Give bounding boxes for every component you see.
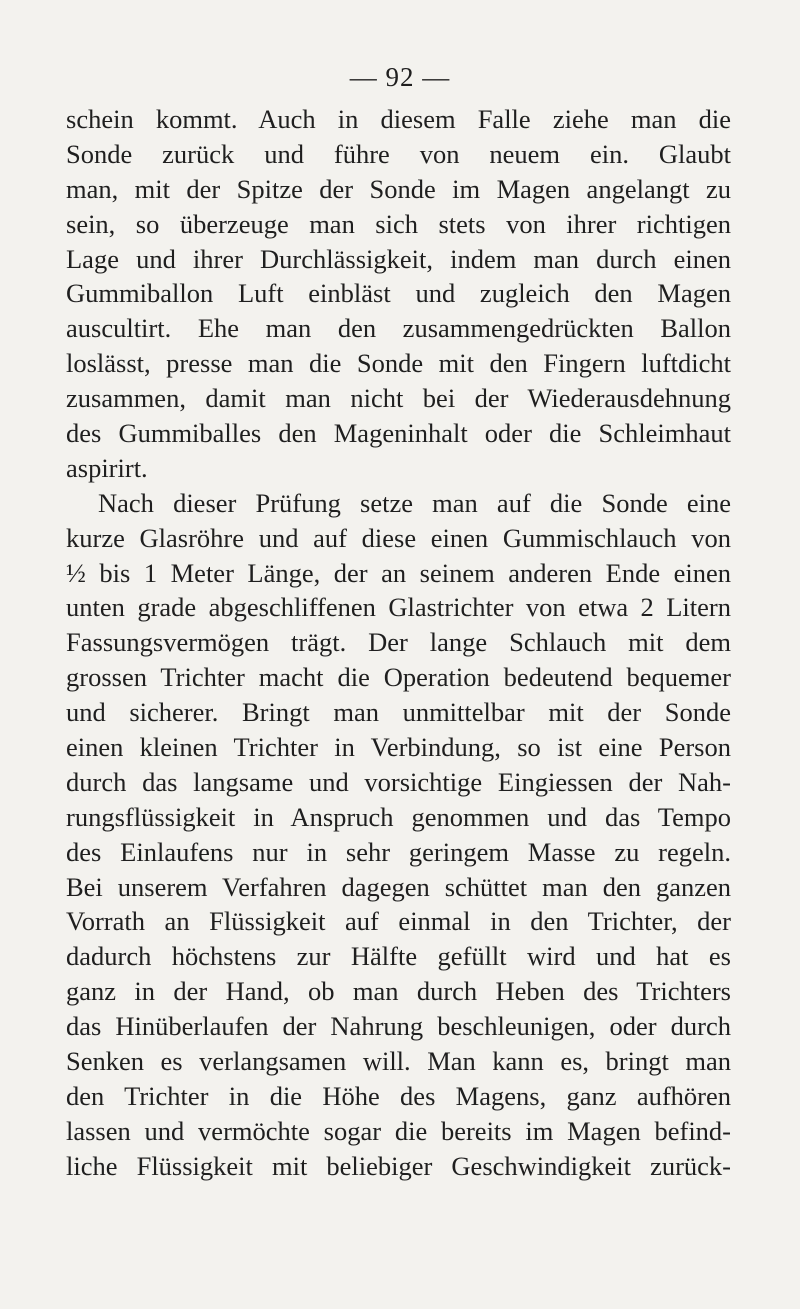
text-line: Fassungsvermögen trägt. Der lange Schlauch mit dem	[66, 627, 731, 658]
text-line: zusammen, damit man nicht bei der Wiederausdehnung	[66, 383, 731, 414]
text-line: auscultirt. Ehe man den zusammengedrückten Ballon	[66, 313, 731, 344]
text-line: ½ bis 1 Meter Länge, der an seinem anderen Ende einen	[66, 557, 731, 588]
text-line: Sonde zurück und führe von neuem ein. Glaubt	[66, 138, 731, 169]
text-line: des Gummiballes den Mageninhalt oder die Schleimhaut	[66, 418, 731, 449]
text-line: und sicherer. Bringt man unmittelbar mit der Sonde	[66, 697, 731, 728]
text-line: Bei unserem Verfahren dagegen schüttet man den ganzen	[66, 871, 731, 902]
text-line: Vorrath an Flüssigkeit auf einmal in den Trichter, der	[66, 906, 731, 937]
paragraph-end-line: aspirirt.	[66, 452, 148, 483]
text-line: den Trichter in die Höhe des Magens, ganz aufhören	[66, 1080, 731, 1111]
text-line: grossen Trichter macht die Operation bedeutend bequemer	[66, 662, 731, 693]
text-line: schein kommt. Auch in diesem Falle ziehe man die	[66, 104, 731, 134]
text-line: einen kleinen Trichter in Verbindung, so ist eine Person	[66, 732, 731, 763]
paragraph-start-line: Nach dieser Prüfung setze man auf die Sonde eine	[98, 487, 731, 518]
text-line: kurze Glasröhre und auf diese einen Gummischlauch von	[66, 522, 731, 553]
text-line: dadurch höchstens zur Hälfte gefüllt wird und hat es	[66, 941, 731, 972]
text-line: Gummiballon Luft einbläst und zugleich den Magen	[66, 278, 731, 309]
text-line: Lage und ihrer Durchlässigkeit, indem man durch einen	[66, 243, 731, 274]
text-line: sein, so überzeuge man sich stets von ihrer richtigen	[66, 208, 731, 239]
text-line: unten grade abgeschliffenen Glastrichter von etwa 2 Litern	[66, 592, 731, 623]
text-line: lassen und vermöchte sogar die bereits im Magen befind-	[66, 1115, 731, 1146]
page-number-header: — 92 —	[349, 62, 451, 92]
text-line: des Einlaufens nur in sehr geringem Masse zu regeln.	[66, 836, 731, 867]
text-line: Senken es verlangsamen will. Man kann es, bringt man	[66, 1046, 731, 1077]
text-line: loslässt, presse man die Sonde mit den Fingern luftdicht	[66, 348, 731, 379]
text-line: ganz in der Hand, ob man durch Heben des Trichters	[66, 976, 731, 1007]
text-line: liche Flüssigkeit mit beliebiger Geschwindigkeit zurück-	[66, 1150, 731, 1181]
text-line: das Hinüberlaufen der Nahrung beschleunigen, oder durch	[66, 1011, 731, 1042]
text-line: rungsflüssigkeit in Anspruch genommen und das Tempo	[66, 801, 731, 832]
text-line: man, mit der Spitze der Sonde im Magen angelangt zu	[66, 173, 731, 204]
body-text	[66, 102, 731, 1184]
text-line: durch das langsame und vorsichtige Eingiessen der Nah-	[66, 766, 731, 797]
